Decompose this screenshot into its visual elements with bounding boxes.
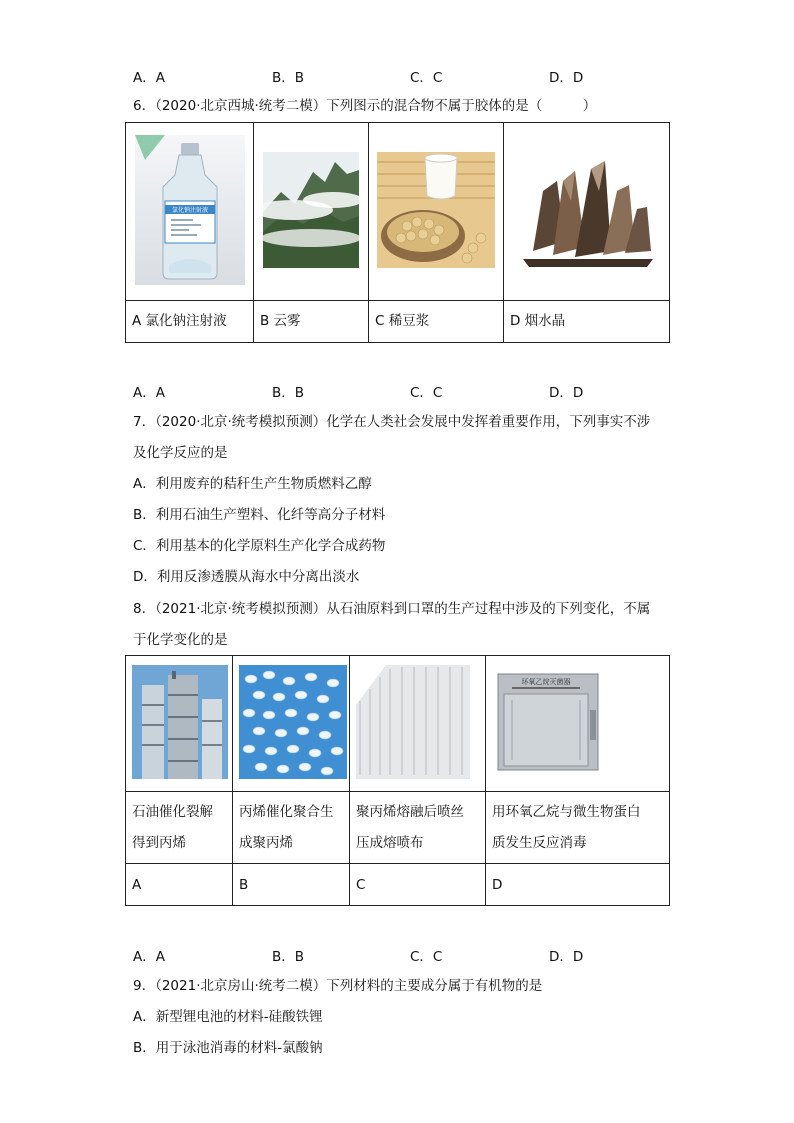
q7-choice-c: C．利用基本的化学原料生产化学合成药物 [133, 538, 386, 554]
option-c: C．C [410, 949, 443, 965]
q8-image-cell-d [486, 656, 670, 792]
q8-letter-d: D [486, 864, 670, 906]
cloud-mountain-icon [263, 152, 359, 268]
q8-desc-b: 丙烯催化聚合生 成聚丙烯 [233, 792, 350, 864]
q8-letter-c: C [350, 864, 486, 906]
question-9-stem: 9．（2021·北京房山·统考二模）下列材料的主要成分属于有机物的是 [133, 978, 543, 994]
q8-image-cell-c [350, 656, 486, 792]
q8-letter-a: A [126, 864, 233, 906]
option-d: D．D [549, 70, 584, 86]
soymilk-icon [377, 152, 495, 268]
q6-label-d: D 烟水晶 [504, 301, 670, 343]
sterilizer-cabinet-icon [492, 670, 606, 774]
question-8-stem-line2: 于化学变化的是 [133, 632, 228, 648]
option-a: A．A [133, 385, 165, 401]
q8-image-cell-b [233, 656, 350, 792]
q6-image-cell-b [254, 123, 369, 301]
q6-options [133, 381, 653, 401]
q8-image-cell-a [126, 656, 233, 792]
q6-label-a: A 氯化钠注射液 [126, 301, 254, 343]
q6-image-cell-d [504, 123, 670, 301]
q8-desc-d: 用环氧乙烷与微生物蛋白 质发生反应消毒 [486, 792, 670, 864]
smoky-quartz-icon [513, 151, 661, 269]
question-6-stem: 6．（2020·北京西城·统考二模）下列图示的混合物不属于胶体的是（ ） [133, 98, 597, 114]
option-a: A．A [133, 949, 165, 965]
svg-text:环氧乙烷灭菌器: 环氧乙烷灭菌器 [521, 677, 571, 686]
q6-image-cell-a [126, 123, 254, 301]
question-6-table [125, 122, 670, 343]
svg-text:氯化钠注射液: 氯化钠注射液 [171, 206, 208, 214]
q8-desc-c: 聚丙烯熔融后喷丝 压成熔喷布 [350, 792, 486, 864]
question-8-table [125, 655, 670, 906]
question-8-stem-line1: 8．（2021·北京·统考模拟预测）从石油原料到口罩的生产过程中涉及的下列变化，不属 [133, 601, 651, 617]
option-a: A．A [133, 70, 165, 86]
q9-choice-b: B．用于泳池消毒的材料-氯酸钠 [133, 1040, 323, 1056]
refinery-tower-icon [132, 665, 228, 779]
option-b: B．B [272, 70, 305, 86]
q7-choice-d: D．利用反渗透膜从海水中分离出淡水 [133, 569, 360, 585]
option-c: C．C [410, 70, 443, 86]
option-b: B．B [272, 385, 305, 401]
option-d: D．D [549, 949, 584, 965]
q7-choice-a: A．利用废弃的秸秆生产生物质燃料乙醇 [133, 476, 372, 492]
question-7-stem-line1: 7．（2020·北京·统考模拟预测）化学在人类社会发展中发挥着重要作用，下列事实不涉 [133, 414, 651, 430]
q8-letter-b: B [233, 864, 350, 906]
saline-bottle-icon [135, 135, 245, 285]
meltblown-fabric-icon [356, 665, 470, 779]
q8-desc-a: 石油催化裂解 得到丙烯 [126, 792, 233, 864]
q8-options [133, 945, 653, 965]
options-row-prev [133, 66, 653, 86]
q9-choice-a: A．新型锂电池的材料-硅酸铁锂 [133, 1009, 323, 1025]
q6-label-b: B 云雾 [254, 301, 369, 343]
option-b: B．B [272, 949, 305, 965]
polypropylene-pellets-icon [239, 665, 347, 779]
q7-choice-b: B．利用石油生产塑料、化纤等高分子材料 [133, 507, 386, 523]
q6-label-c: C 稀豆浆 [369, 301, 504, 343]
option-c: C．C [410, 385, 443, 401]
option-d: D．D [549, 385, 584, 401]
q6-image-cell-c [369, 123, 504, 301]
question-7-stem-line2: 及化学反应的是 [133, 445, 228, 461]
